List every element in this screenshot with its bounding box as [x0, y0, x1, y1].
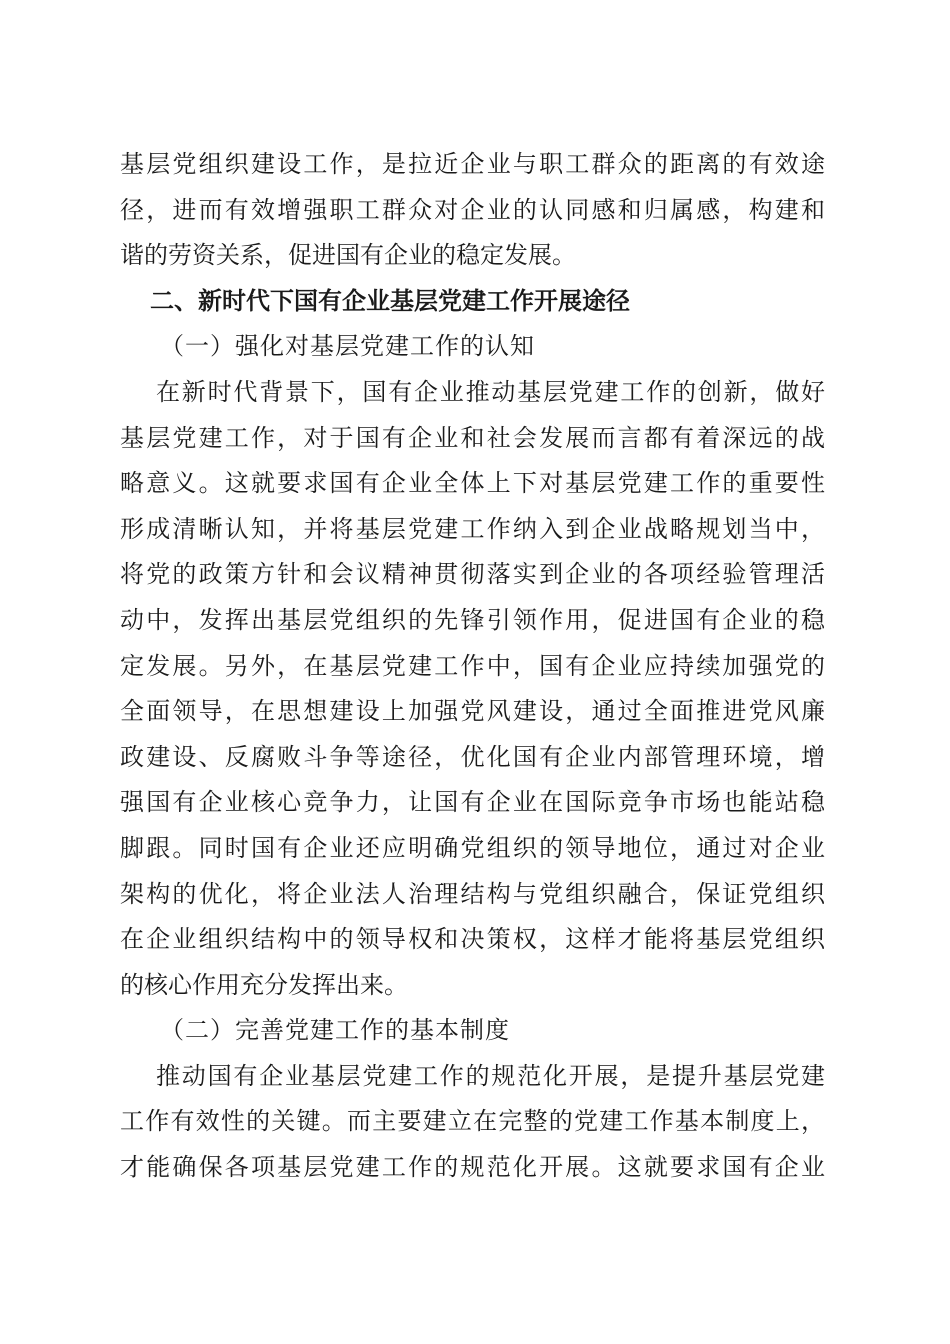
text-line: 全面领导，在思想建设上加强党风建设，通过全面推进党风廉: [120, 697, 825, 726]
text-line: 脚跟。同时国有企业还应明确党组织的领导地位，通过对企业: [120, 833, 825, 862]
text-line: 径，进而有效增强职工群众对企业的认同感和归属感，构建和: [120, 195, 825, 224]
text-line: 政建设、反腐败斗争等途径，优化国有企业内部管理环境，增: [120, 742, 825, 771]
paragraph: [120, 142, 825, 279]
text-line: 将党的政策方针和会议精神贯彻落实到企业的各项经验管理活: [120, 560, 825, 589]
text-line: 动中，发挥出基层党组织的先锋引领作用，促进国有企业的稳: [120, 605, 825, 634]
text-line: 的核心作用充分发挥出来。: [120, 970, 408, 999]
text-line: 谐的劳资关系，促进国有企业的稳定发展。: [120, 241, 576, 270]
paragraph: [120, 1054, 825, 1191]
text-line: 形成清晰认知，并将基层党建工作纳入到企业战略规划当中，: [120, 514, 825, 543]
text-line: 在新时代背景下，国有企业推动基层党建工作的创新，做好: [156, 377, 825, 406]
text-line: 推动国有企业基层党建工作的规范化开展，是提升基层党建: [156, 1061, 825, 1090]
text-line: 基层党建工作，对于国有企业和社会发展而言都有着深远的战: [120, 423, 825, 452]
text-line: 略意义。这就要求国有企业全体上下对基层党建工作的重要性: [120, 469, 825, 498]
text-line: 才能确保各项基层党建工作的规范化开展。这就要求国有企业: [120, 1153, 825, 1182]
text-line: 基层党组织建设工作，是拉近企业与职工群众的距离的有效途: [120, 150, 825, 178]
text-line: 在企业组织结构中的领导权和决策权，这样才能将基层党组织: [120, 925, 825, 954]
text-line: 工作有效性的关键。而主要建立在完整的党建工作基本制度上，: [120, 1107, 825, 1136]
text-line: 架构的优化，将企业法人治理结构与党组织融合，保证党组织: [120, 879, 825, 908]
subsection-heading: （二）完善党建工作的基本制度: [160, 1016, 510, 1045]
document-page: [120, 142, 825, 1191]
subsection-heading: （一）强化对基层党建工作的认知: [160, 332, 535, 361]
text-line: 强国有企业核心竞争力，让国有企业在国际竞争市场也能站稳: [120, 788, 825, 817]
paragraph: [120, 370, 825, 1008]
text-line: 定发展。另外，在基层党建工作中，国有企业应持续加强党的: [120, 651, 825, 680]
section-heading: 二、新时代下国有企业基层党建工作开展途径: [150, 286, 630, 315]
